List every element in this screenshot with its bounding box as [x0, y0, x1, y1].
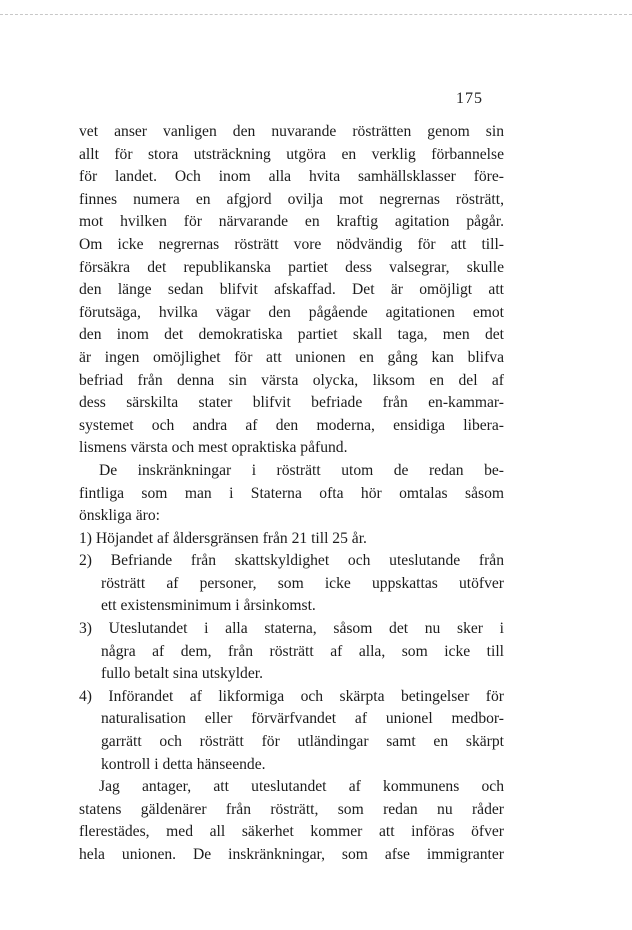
text-line: mot hvilken för närvarande en kraftig agitation pågår.: [79, 213, 504, 231]
text-line: ett existensminimum i årsinkomst.: [101, 597, 316, 615]
text-line: förutsäga, hvilka vägar den pågående agitationen emot: [79, 303, 504, 321]
text-line: garrätt och rösträtt för utländingar samt en skärpt: [101, 733, 504, 751]
text-line: för landet. Och inom alla hvita samhällsklasser före-: [79, 168, 504, 186]
text-line: lismens värsta och mest opraktiska påfund.: [79, 439, 348, 457]
scan-top-edge: [0, 14, 632, 15]
text-line: finnes numera en afgjord ovilja mot negrernas rösträtt,: [79, 190, 504, 208]
text-line: fintliga som man i Staterna ofta hör omtalas såsom: [79, 484, 504, 502]
text-line: systemet och andra af den moderna, ensidiga libera-: [79, 416, 504, 434]
text-line: 2) Befriande från skattskyldighet och uteslutande från: [79, 552, 504, 570]
page-body-text: [79, 121, 504, 867]
text-line: den länge sedan blifvit afskaffad. Det är omöjligt att: [79, 281, 504, 299]
text-line: den inom det demokratiska partiet skall taga, men det: [79, 326, 504, 344]
text-line: De inskränkningar i rösträtt utom de redan be-: [99, 461, 504, 479]
text-line: vet anser vanligen den nuvarande rösträtten genom sin: [79, 123, 504, 140]
text-line: hela unionen. De inskränkningar, som afse immigranter: [79, 846, 504, 863]
text-line: dess särskilta stater blifvit befriade från en-kammar-: [79, 394, 504, 412]
text-line: några af dem, från rösträtt af alla, som icke till: [101, 642, 504, 660]
text-line: befriad från denna sin värsta olycka, liksom en del af: [79, 371, 504, 389]
text-line: naturalisation eller förvärfvandet af unionel medbor-: [101, 710, 504, 728]
text-line: Om icke negrernas rösträtt vore nödvändig för att till-: [79, 235, 504, 253]
text-line: 3) Uteslutandet i alla staterna, såsom det nu sker i: [79, 620, 504, 638]
text-line: önskliga äro:: [79, 507, 160, 525]
text-line: är ingen omöjlighet för att unionen en gång kan blifva: [79, 348, 504, 366]
text-line: 1) Höjandet af åldersgränsen från 21 till 25 år.: [79, 529, 367, 547]
text-line: försäkra det republikanska partiet dess valsegrar, skulle: [79, 258, 504, 276]
page-number: 175: [456, 90, 483, 107]
text-line: kontroll i detta hänseende.: [101, 755, 266, 773]
text-line: 4) Införandet af likformiga och skärpta betingelser för: [79, 687, 504, 705]
text-line: Jag antager, att uteslutandet af kommunens och: [99, 778, 504, 796]
text-line: allt för stora utsträckning utgöra en verklig förbannelse: [79, 145, 504, 163]
text-line: rösträtt af personer, som icke uppskattas utöfver: [101, 574, 504, 592]
text-line: statens gäldenärer från rösträtt, som redan nu råder: [79, 800, 504, 818]
text-line: fullo betalt sina utskylder.: [101, 665, 263, 683]
text-line: flerestädes, med all säkerhet kommer att införas öfver: [79, 823, 504, 841]
